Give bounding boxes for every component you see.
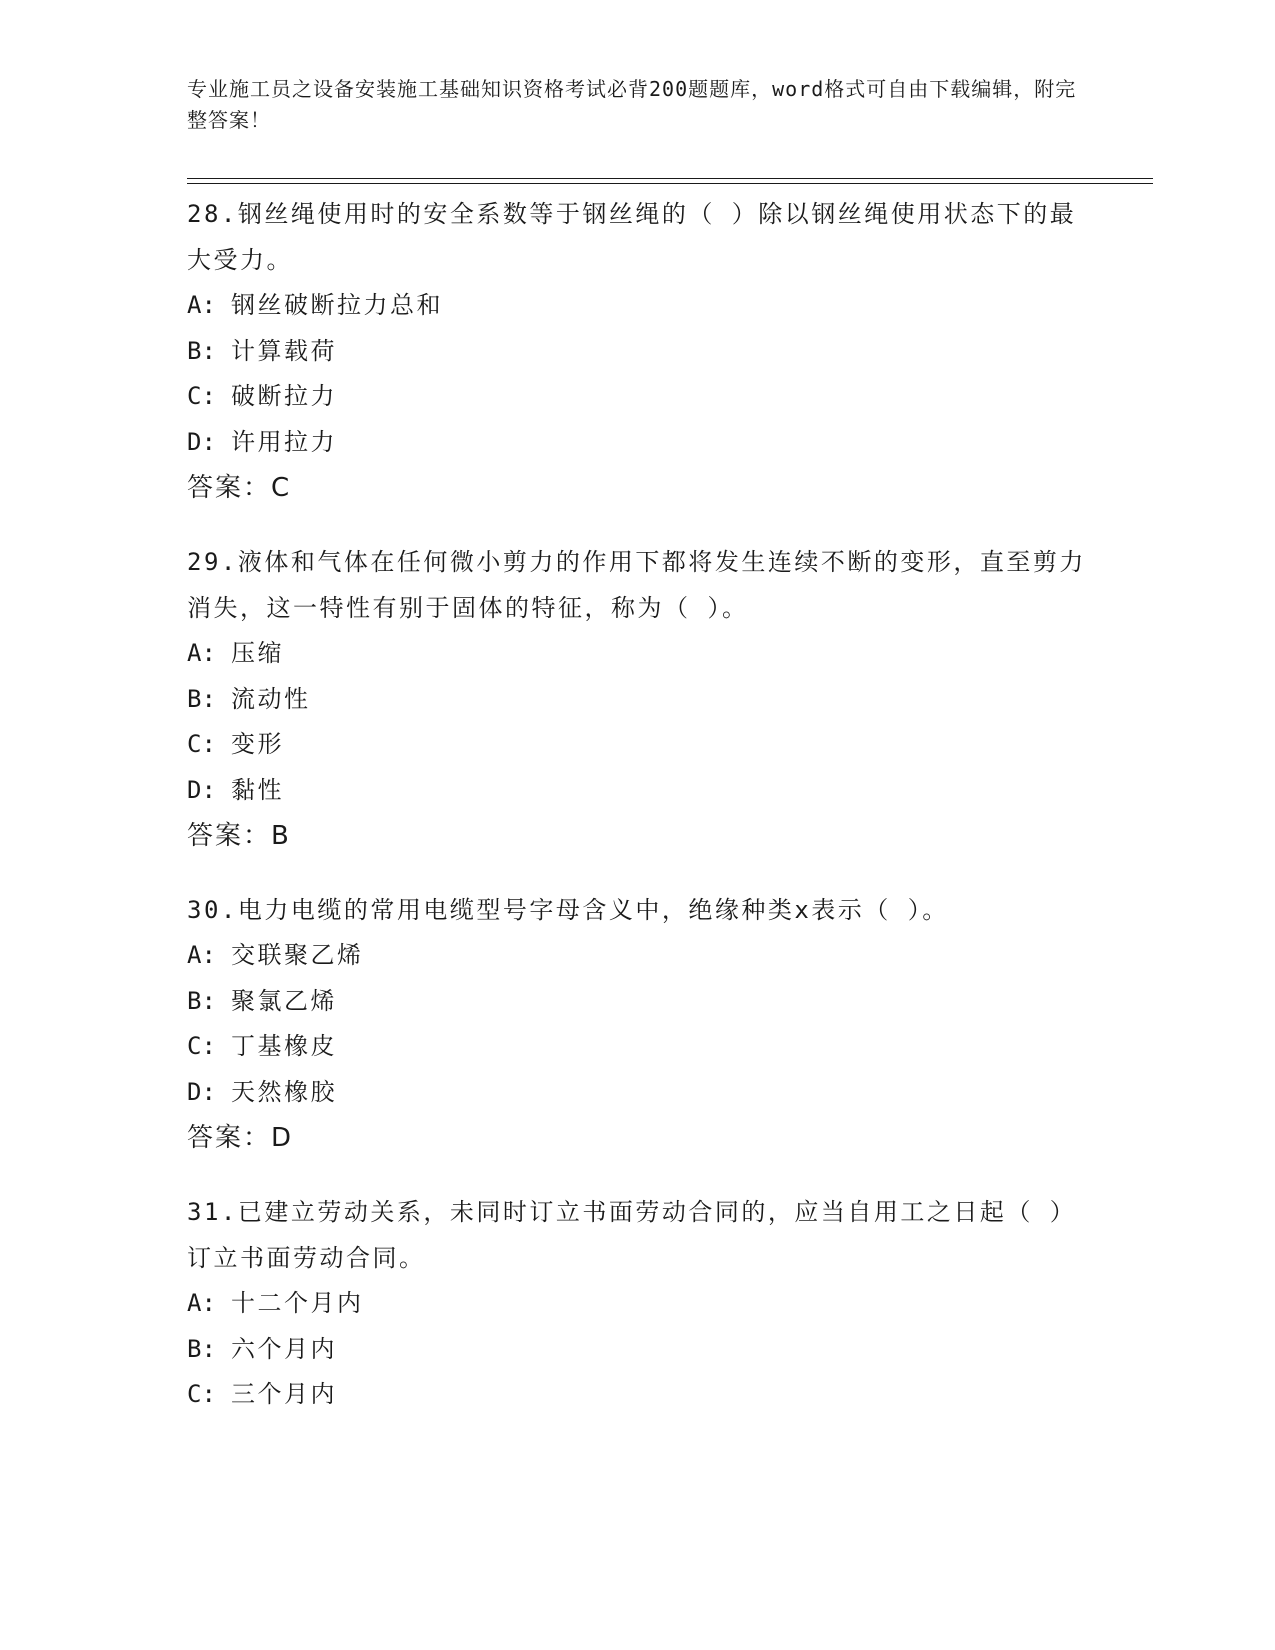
header-divider-bottom: [187, 183, 1153, 184]
option-a: [187, 933, 1087, 979]
question-list: [187, 191, 1087, 1446]
option-b: [187, 1327, 1087, 1373]
answer-value: D: [271, 1123, 292, 1153]
option-c: [187, 1372, 1087, 1418]
option-b: [187, 329, 1087, 375]
option-key: C:: [187, 1032, 216, 1060]
option-b: [187, 979, 1087, 1025]
question-text: 30.电力电缆的常用电缆型号字母含义中，绝缘种类x表示（ ）。: [187, 896, 949, 924]
option-key: D:: [187, 775, 216, 804]
option-text: 压缩: [231, 639, 284, 667]
answer-value: B: [271, 821, 290, 851]
option-text: 三个月内: [231, 1380, 337, 1408]
option-a: [187, 283, 1087, 329]
answer-label: 答案：: [187, 821, 272, 851]
option-key: A:: [187, 1289, 216, 1317]
answer-line: [187, 465, 1087, 511]
answer-line: [187, 1115, 1087, 1161]
option-key: A:: [187, 941, 216, 969]
option-key: C:: [187, 730, 216, 758]
option-text: 天然橡胶: [231, 1077, 337, 1106]
option-key: A:: [187, 291, 216, 319]
option-a: [187, 1281, 1087, 1327]
option-d: [187, 768, 1087, 814]
option-c: [187, 374, 1087, 420]
option-key: B:: [187, 336, 216, 365]
answer-line: [187, 813, 1087, 859]
option-c: [187, 1024, 1087, 1070]
option-key: D:: [187, 427, 216, 456]
option-c: [187, 722, 1087, 768]
option-key: D:: [187, 1077, 216, 1106]
option-text: 六个月内: [231, 1334, 337, 1363]
option-d: [187, 420, 1087, 466]
answer-label: 答案：: [187, 1123, 272, 1153]
question-30: [187, 887, 1087, 1161]
option-a: [187, 631, 1087, 677]
question-28: [187, 191, 1087, 511]
option-text: 许用拉力: [231, 427, 337, 456]
option-text: 丁基橡皮: [231, 1032, 337, 1060]
answer-value: C: [271, 473, 290, 503]
option-key: B:: [187, 1334, 216, 1363]
option-b: [187, 677, 1087, 723]
option-key: C:: [187, 382, 216, 410]
option-text: 流动性: [231, 684, 311, 713]
question-text: 31.已建立劳动关系，未同时订立书面劳动合同的，应当自用工之日起（ ）订立书面劳动合同。: [187, 1198, 1077, 1272]
option-text: 变形: [231, 730, 284, 758]
option-text: 钢丝破断拉力总和: [231, 291, 443, 319]
question-31: [187, 1189, 1087, 1418]
question-text: 28.钢丝绳使用时的安全系数等于钢丝绳的（ ）除以钢丝绳使用状态下的最大受力。: [187, 200, 1077, 274]
option-text: 交联聚乙烯: [231, 941, 364, 969]
option-text: 十二个月内: [231, 1289, 364, 1317]
option-d: [187, 1070, 1087, 1116]
option-text: 黏性: [231, 775, 284, 804]
option-key: B:: [187, 684, 216, 713]
header-divider-top: [187, 178, 1153, 179]
option-text: 聚氯乙烯: [231, 986, 337, 1015]
document-header: 专业施工员之设备安装施工基础知识资格考试必背200题题库，word格式可自由下载编辑，附完整答案！: [187, 77, 1077, 132]
question-text: 29.液体和气体在任何微小剪力的作用下都将发生连续不断的变形，直至剪力消失，这一特性有别于固体的特征，称为（ ）。: [187, 548, 1086, 622]
option-key: A:: [187, 639, 216, 667]
option-key: C:: [187, 1380, 216, 1408]
answer-label: 答案：: [187, 473, 272, 503]
option-key: B:: [187, 986, 216, 1015]
option-text: 破断拉力: [231, 382, 337, 410]
question-29: [187, 539, 1087, 859]
option-text: 计算载荷: [231, 336, 337, 365]
